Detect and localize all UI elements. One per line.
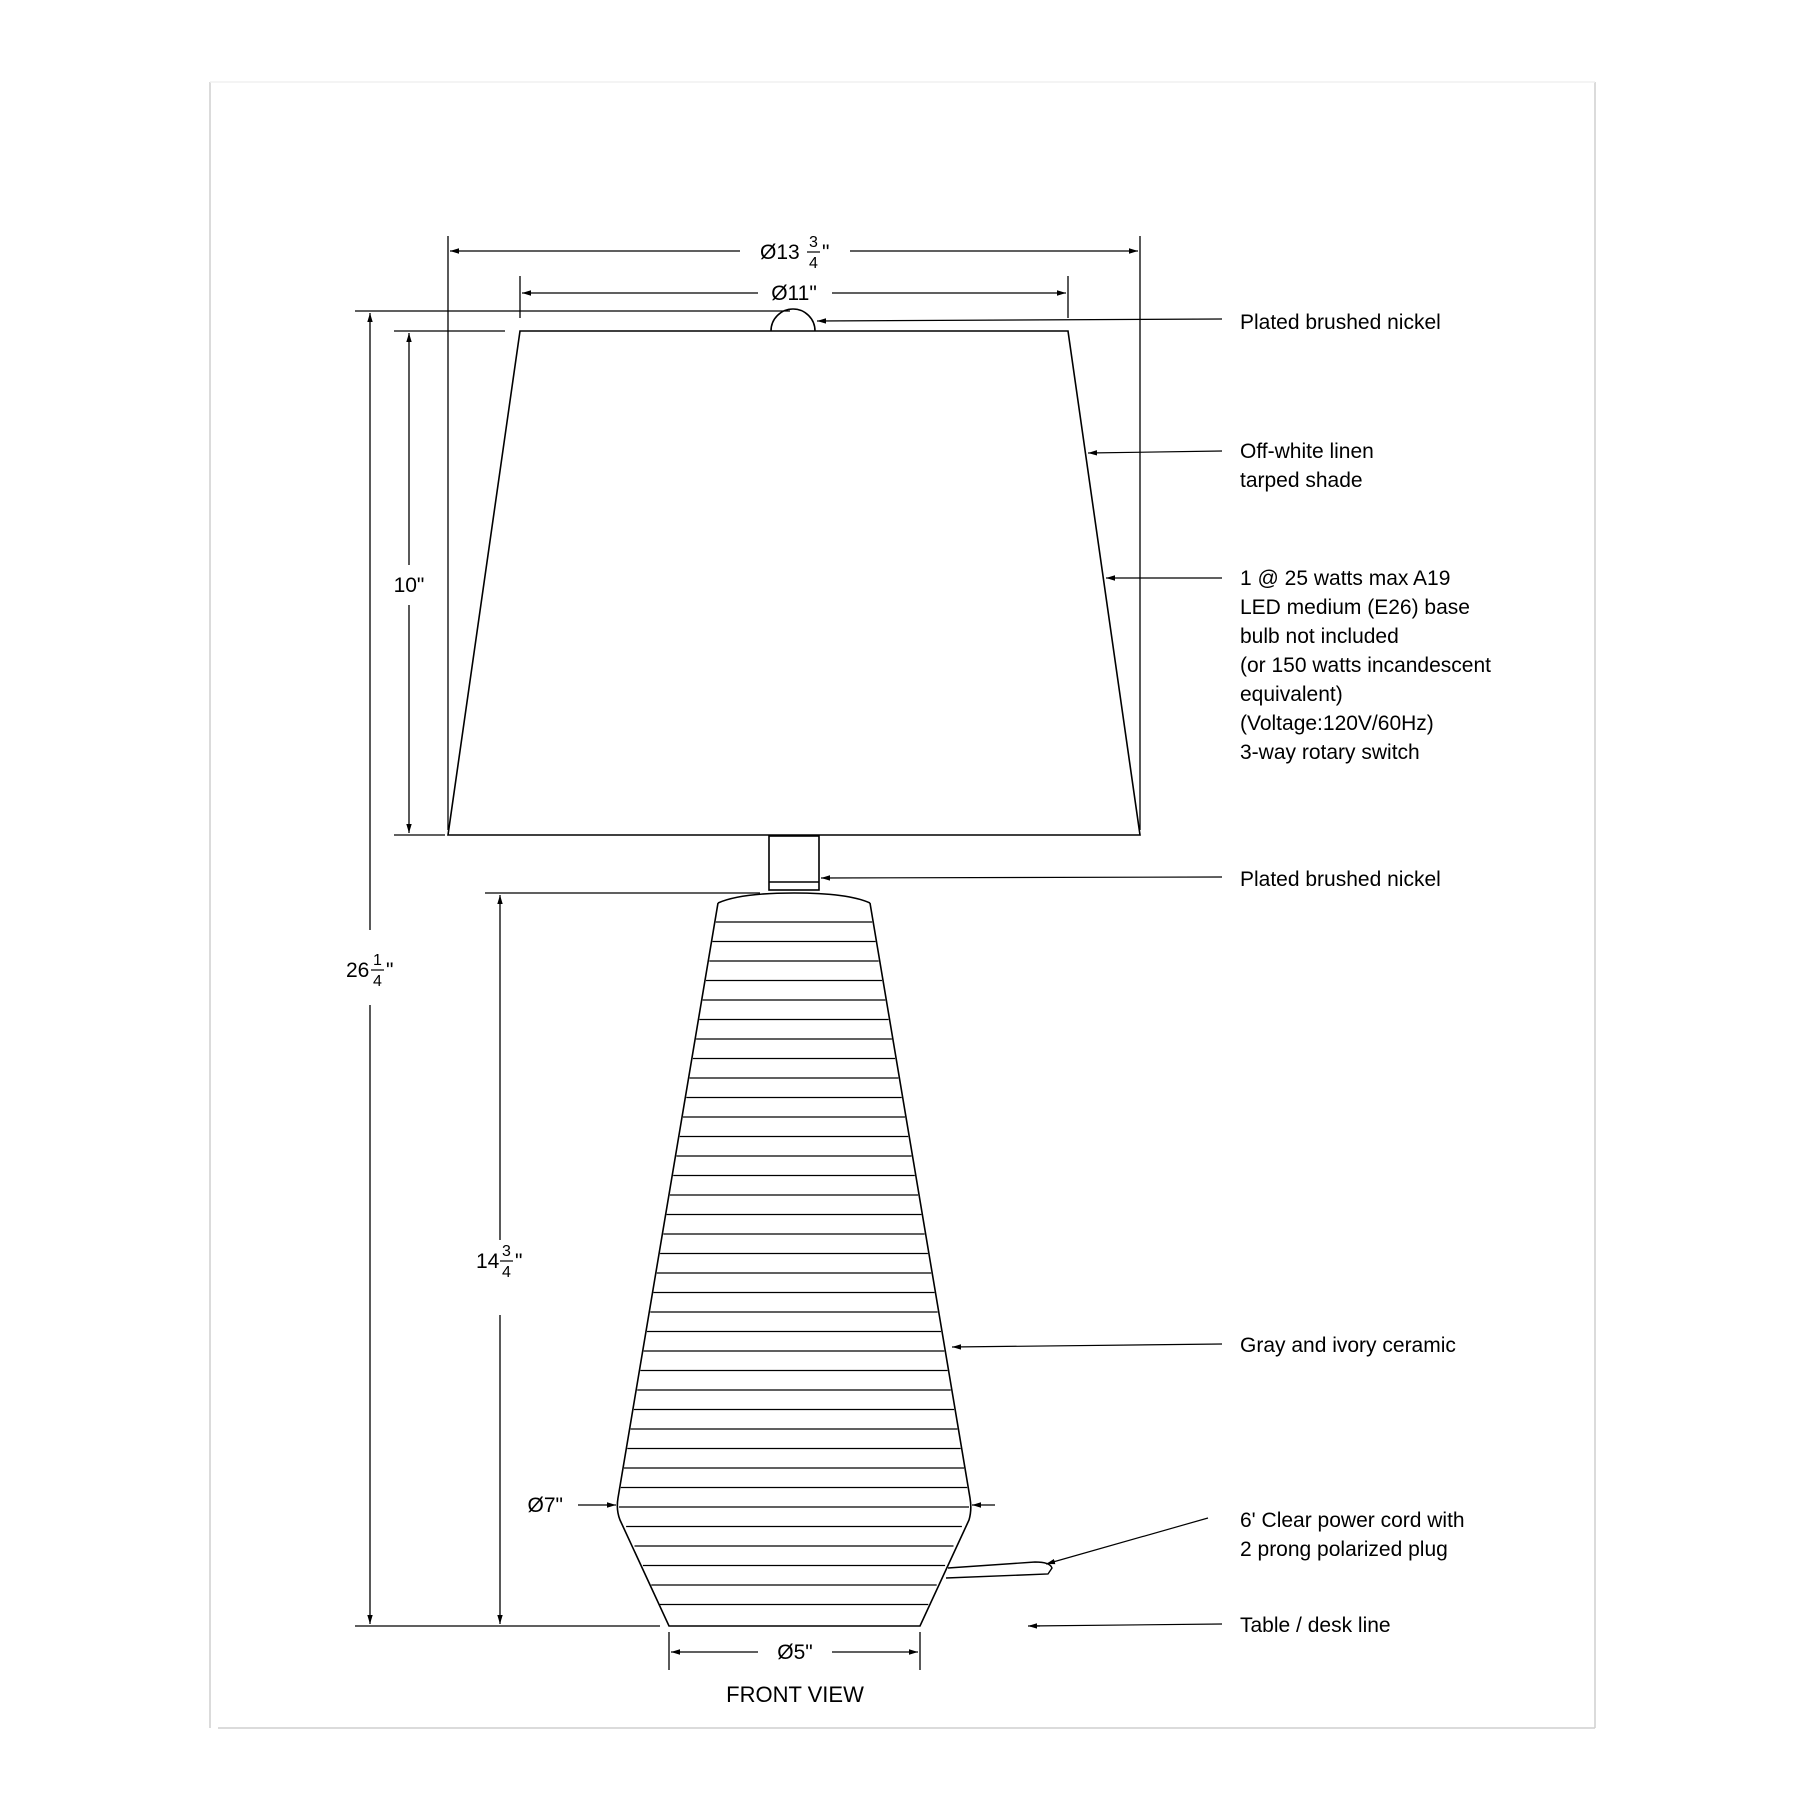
dim-shade-height: 10" bbox=[393, 574, 425, 597]
dimension-lines bbox=[355, 236, 1140, 1670]
lamp-drawing bbox=[448, 309, 1140, 1626]
dim-shade-bottom-num: 3 bbox=[809, 234, 818, 251]
dim-shade-bottom-diameter bbox=[760, 234, 829, 272]
dim-body-diameter: Ø7" bbox=[527, 1494, 563, 1517]
view-label: FRONT VIEW bbox=[726, 1682, 864, 1707]
callout-bulb: 1 @ 25 watts max A19 LED medium (E26) base bulb not included (or 150 watts incandescent equivalent) (Voltage:120V/60Hz) 3-way rotary switch bbox=[1240, 567, 1491, 764]
dim-base-height bbox=[476, 1243, 522, 1281]
callout-body: Gray and ivory ceramic bbox=[1240, 1334, 1456, 1357]
dim-overall-suffix: " bbox=[386, 959, 394, 982]
dim-shade-bottom-den: 4 bbox=[809, 255, 818, 272]
dim-base-den: 4 bbox=[502, 1264, 511, 1281]
callout-finial: Plated brushed nickel bbox=[1240, 311, 1441, 334]
dim-shade-bottom-prefix: Ø13 bbox=[760, 241, 800, 264]
dim-overall-prefix: 26 bbox=[346, 959, 370, 982]
dim-foot-diameter: Ø5" bbox=[777, 1641, 813, 1664]
lampshade-shape bbox=[448, 331, 1140, 835]
leader-lines bbox=[817, 319, 1222, 1626]
dim-overall-height bbox=[346, 952, 393, 990]
dim-shade-bottom-suffix: " bbox=[822, 241, 830, 264]
callout-shade: Off-white linen tarped shade bbox=[1240, 440, 1374, 492]
callout-neck: Plated brushed nickel bbox=[1240, 868, 1441, 891]
power-cord-shape bbox=[946, 1562, 1052, 1578]
base-body-shape bbox=[617, 903, 970, 1626]
dim-overall-num: 1 bbox=[373, 952, 382, 969]
callout-table: Table / desk line bbox=[1240, 1614, 1391, 1637]
base-ribs bbox=[619, 922, 969, 1605]
dim-shade-top-diameter: Ø11" bbox=[771, 282, 817, 305]
base-cap-shape bbox=[718, 893, 870, 903]
finial-shape bbox=[771, 309, 815, 331]
dim-base-suffix: " bbox=[515, 1250, 523, 1273]
callout-cord: 6' Clear power cord with 2 prong polarized plug bbox=[1240, 1509, 1465, 1561]
dim-base-prefix: 14 bbox=[476, 1250, 500, 1273]
dim-overall-den: 4 bbox=[373, 973, 382, 990]
dim-base-num: 3 bbox=[502, 1243, 511, 1260]
